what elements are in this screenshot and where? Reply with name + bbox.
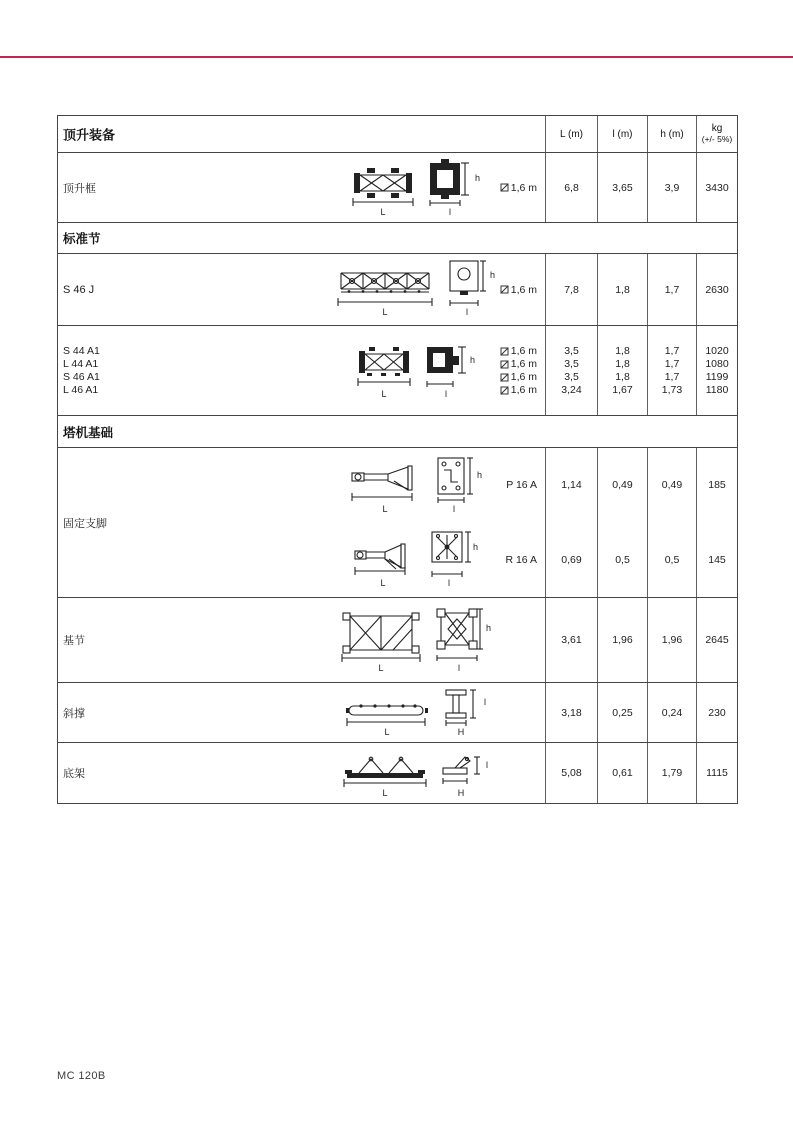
r16a-designation: R 16 A bbox=[505, 553, 537, 566]
r16a-end-view-diagram bbox=[427, 526, 478, 588]
value-kg: 2630 bbox=[696, 254, 737, 325]
truss-side-view-icon bbox=[352, 165, 414, 207]
value-h: 3,9 bbox=[647, 153, 696, 222]
base-section-end-view-diagram bbox=[435, 605, 491, 673]
square-section-icon bbox=[500, 360, 509, 369]
s46j-section-view-diagram bbox=[447, 257, 495, 317]
section-title-foundation: 塔机基础 bbox=[63, 425, 114, 440]
dim-label-L: L bbox=[384, 727, 390, 737]
row-diagonal-brace bbox=[58, 683, 737, 743]
brace-side-view-diagram bbox=[345, 701, 429, 737]
base-truss-icon bbox=[341, 609, 421, 663]
mast-variant-sizes: 1,6 m 1,6 m 1,6 m 1,6 m bbox=[500, 345, 537, 397]
chassis-label: 底架 bbox=[63, 768, 85, 780]
dim-label-L: L bbox=[380, 578, 386, 588]
dim-label-L: L bbox=[382, 503, 388, 514]
value-l: 0,61 bbox=[597, 743, 647, 803]
chassis-side-view-diagram bbox=[343, 754, 427, 798]
row-fixing-feet bbox=[58, 448, 737, 598]
square-section-view-icon bbox=[428, 159, 472, 207]
jacking-frame-side-view-diagram bbox=[352, 165, 414, 217]
p16a-diagram bbox=[304, 448, 520, 523]
s46j-diagram bbox=[304, 254, 520, 325]
jacking-frame-size: 1,6 m bbox=[500, 182, 537, 194]
i-beam-bracket-icon bbox=[443, 687, 479, 727]
dim-label-L: L bbox=[378, 663, 384, 673]
value-kg: 1115 bbox=[696, 743, 737, 803]
value-kg: 185 145 bbox=[696, 448, 737, 597]
value-L: 3,5 3,5 3,5 3,24 bbox=[545, 326, 597, 415]
filled-section-icon bbox=[425, 341, 467, 389]
lattice-truss-icon bbox=[337, 265, 433, 307]
jacking-frame-label: 顶升框 bbox=[63, 182, 96, 195]
value-L: 3,18 bbox=[545, 683, 597, 742]
dim-label-h: h bbox=[489, 270, 495, 280]
square-section-icon bbox=[500, 386, 509, 395]
section-band-standard bbox=[58, 223, 737, 254]
p16a-designation: P 16 A bbox=[506, 479, 537, 492]
short-truss-icon bbox=[357, 345, 411, 389]
value-kg: 3430 bbox=[696, 153, 737, 222]
dim-label-l: l bbox=[458, 663, 460, 673]
dim-label-L: L bbox=[382, 307, 388, 317]
dim-label-h: h bbox=[485, 623, 491, 633]
base-section-label: 基节 bbox=[63, 635, 85, 647]
base-section-square-icon bbox=[435, 605, 483, 663]
value-L: 3,61 bbox=[545, 598, 597, 682]
dim-label-H: H bbox=[457, 727, 465, 737]
row-chassis bbox=[58, 743, 737, 803]
dim-label-l: l bbox=[448, 578, 450, 588]
chassis-diagram bbox=[304, 743, 520, 803]
value-h: 1,96 bbox=[647, 598, 696, 682]
value-L: 5,08 bbox=[545, 743, 597, 803]
fixing-foot-r16a bbox=[58, 523, 545, 598]
header-col-L: L (m) bbox=[545, 116, 597, 152]
row-base-section bbox=[58, 598, 737, 683]
chassis-bracket-icon bbox=[441, 752, 481, 788]
section-title-jacking-equipment: 顶升装备 bbox=[63, 127, 116, 143]
value-kg: 1020 1080 1199 1180 bbox=[696, 326, 737, 415]
value-h: 0,49 0,5 bbox=[647, 448, 696, 597]
section-title-standard-sections: 标准节 bbox=[63, 232, 101, 246]
value-kg: 2645 bbox=[696, 598, 737, 682]
row-mast-variants bbox=[58, 326, 737, 416]
r16a-diagram bbox=[304, 523, 520, 598]
s46j-side-view-diagram bbox=[337, 265, 433, 317]
dim-label-l: l bbox=[445, 389, 447, 399]
value-h: 1,7 1,7 1,7 1,73 bbox=[647, 326, 696, 415]
row-s46j bbox=[58, 254, 737, 326]
square-section-icon bbox=[500, 373, 509, 382]
chassis-beam-icon bbox=[343, 754, 427, 788]
header-col-h: h (m) bbox=[647, 116, 696, 152]
anchor-plate-icon bbox=[434, 454, 474, 504]
header-section-cell bbox=[58, 116, 545, 152]
dim-label-L: L bbox=[382, 788, 388, 798]
value-l: 0,25 bbox=[597, 683, 647, 742]
base-section-side-view-diagram bbox=[341, 609, 421, 673]
p16a-end-view-diagram bbox=[434, 454, 482, 514]
dim-label-l: l bbox=[466, 307, 468, 317]
header-col-kg: kg (+/- 5%) bbox=[696, 116, 737, 152]
dim-label-h: h bbox=[469, 355, 475, 365]
base-section-diagram bbox=[304, 598, 520, 682]
value-l: 1,96 bbox=[597, 598, 647, 682]
square-section-icon bbox=[500, 183, 509, 192]
table-header-row bbox=[58, 116, 737, 153]
value-h: 1,79 bbox=[647, 743, 696, 803]
r16a-side-view-diagram bbox=[353, 540, 413, 588]
mast-side-view-diagram bbox=[357, 345, 411, 399]
top-rule bbox=[0, 56, 793, 58]
components-table bbox=[57, 115, 738, 804]
mast-variant-labels: S 44 A1 L 44 A1 S 46 A1 L 46 A1 bbox=[63, 344, 100, 396]
dim-label-h: h bbox=[476, 469, 482, 480]
mast-variant-diagram bbox=[304, 326, 520, 415]
anchor-foot-side-icon bbox=[350, 464, 420, 504]
dim-label-h: h bbox=[474, 173, 480, 183]
dim-label-L: L bbox=[380, 207, 386, 217]
anchor-foot-side-icon bbox=[353, 540, 413, 578]
page-footer-model: MC 120B bbox=[57, 1070, 106, 1082]
value-h: 1,7 bbox=[647, 254, 696, 325]
s46j-size: 1,6 m bbox=[500, 284, 537, 296]
value-l: 0,49 0,5 bbox=[597, 448, 647, 597]
value-l: 1,8 bbox=[597, 254, 647, 325]
jacking-frame-section-view-diagram bbox=[428, 159, 480, 217]
section-with-circle-icon bbox=[447, 257, 487, 307]
value-L: 7,8 bbox=[545, 254, 597, 325]
value-L: 1,14 0,69 bbox=[545, 448, 597, 597]
value-l: 1,8 1,8 1,8 1,67 bbox=[597, 326, 647, 415]
square-section-icon bbox=[500, 285, 509, 294]
dim-label-l: l bbox=[449, 207, 451, 217]
diagonal-brace-diagram bbox=[304, 683, 520, 742]
value-L: 6,8 bbox=[545, 153, 597, 222]
s46j-label: S 46 J bbox=[63, 283, 95, 296]
value-h: 0,24 bbox=[647, 683, 696, 742]
section-band-foundation bbox=[58, 416, 737, 448]
value-kg: 230 bbox=[696, 683, 737, 742]
row-jacking-frame bbox=[58, 153, 737, 223]
square-section-icon bbox=[500, 347, 509, 356]
fixing-feet-label: 固定支脚 bbox=[63, 517, 107, 530]
anchor-plate-star-icon bbox=[427, 526, 471, 578]
dim-label-l: l bbox=[453, 503, 455, 514]
header-col-l: l (m) bbox=[597, 116, 647, 152]
dim-label-h: h bbox=[472, 542, 478, 552]
mast-section-view-diagram bbox=[425, 341, 475, 399]
dim-label-l: l bbox=[486, 760, 488, 770]
brace-end-view-diagram bbox=[443, 687, 486, 737]
fixing-foot-p16a bbox=[58, 448, 545, 523]
chassis-end-view-diagram bbox=[441, 752, 488, 798]
dim-label-l: l bbox=[484, 697, 486, 707]
jacking-frame-diagram bbox=[304, 153, 520, 222]
strut-bar-icon bbox=[345, 701, 429, 727]
value-l: 3,65 bbox=[597, 153, 647, 222]
p16a-side-view-diagram bbox=[350, 464, 420, 514]
dim-label-H: H bbox=[457, 788, 465, 798]
dim-label-L: L bbox=[381, 389, 387, 399]
diagonal-brace-label: 斜撑 bbox=[63, 707, 85, 720]
